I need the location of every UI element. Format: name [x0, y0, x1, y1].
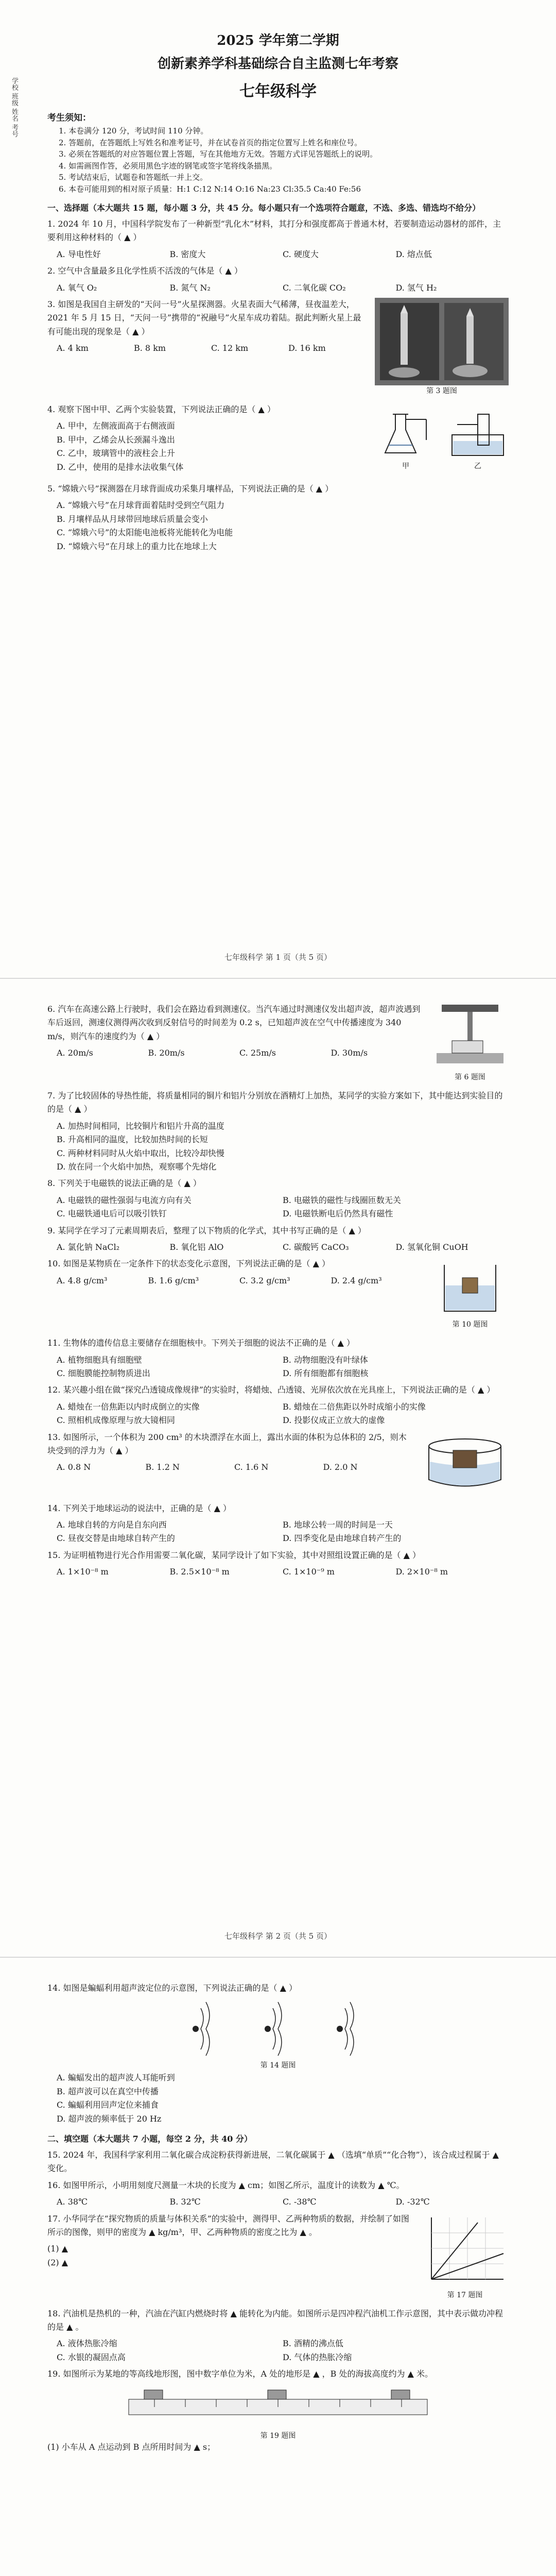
figure-b	[447, 404, 509, 471]
option: C. 电磁铁通电后可以吸引铁钉	[57, 1209, 167, 1219]
question-19-figure	[421, 2212, 509, 2300]
question-1: 1. 2024 年 10 月，中国科学院发布了一种新型“乳化木”材料，其打分和强度都高于普通木材，若要制造运动器材的部件，主要利用这种材料的（ ▲ ）	[47, 219, 501, 243]
option: C. 二氧化碳 CO₂	[283, 282, 346, 293]
bat-echolocation-figure	[170, 1998, 386, 2060]
option: C. 细胞膜能控制物质进出	[57, 1368, 150, 1379]
option: B. 超声波可以在真空中传播	[57, 2086, 159, 2096]
option: D. 氢氧化铜 CuOH	[395, 1242, 468, 1252]
question-10-figure	[431, 1257, 509, 1329]
option: A. 38℃	[57, 2197, 88, 2207]
option: A. 1×10⁻⁸ m	[57, 1567, 109, 1577]
question-4: 4. 观察下图中甲、乙两个实验装置，下列说法正确的是（ ▲ ）	[47, 404, 275, 414]
figure-caption: 第 3 题图	[426, 386, 457, 395]
option: B. 升高相同的温度，比较加热时间的长短	[57, 1134, 208, 1145]
option: B. 动物细胞没有叶绿体	[283, 1354, 368, 1365]
option: A. 氯化钠 NaCl₂	[57, 1242, 120, 1252]
option: A. 蜡烛在一倍焦距以内时成倒立的实像	[57, 1401, 200, 1412]
notice-item: 3. 必须在答题纸的对应答题位置上答题，写在其他地方无效。答题方式详见答题纸上的说明。	[59, 149, 378, 159]
answer-line: (2) ▲	[47, 2257, 68, 2267]
question-18: 16. 如图甲所示，小明用刻度尺测量一木块的长度为 ▲ cm；如图乙所示，温度计的读数为 ▲ ℃。	[47, 2180, 405, 2190]
notice-item: 2. 答题前，在答题纸上写姓名和准考证号，并在试卷首页的指定位置写上姓名和座位号。	[59, 138, 362, 147]
question-6: 6. 汽车在高速公路上行驶时，我们会在路边看到测速仪。当汽车通过时测速仪发出超声波，超声波遇到车后返回，测速仪测得两次收到反射信号的时间差为 0.2 s，已知超声波在空气中传播速度为 340 m/s，则汽车的速度约为（ ▲ ）	[47, 1004, 421, 1041]
option: A. 0.8 N	[57, 1462, 91, 1472]
question-3-figure	[375, 298, 509, 396]
option: D. 30m/s	[331, 1048, 368, 1058]
exam-term: 2025 学年第二学期	[217, 33, 339, 48]
question-20-options	[57, 2337, 509, 2364]
option: D. 所有细胞都有细胞核	[283, 1368, 369, 1379]
option: C. 照相机成像原理与放大镜相同	[57, 1415, 175, 1426]
option: C. -38℃	[283, 2197, 317, 2207]
question-13-options	[57, 1461, 412, 1474]
option: C. 3.2 g/cm³	[239, 1275, 290, 1285]
question-14-options	[57, 1518, 509, 1546]
option: A. 4 km	[57, 343, 89, 353]
option: B. 20m/s	[148, 1048, 185, 1058]
page-3	[0, 1958, 556, 2576]
option: B. 甲中，乙烯会从长颈漏斗逸出	[57, 434, 175, 445]
answer-line: (1) ▲	[47, 2244, 68, 2254]
option: A. 液体热胀冷缩	[57, 2338, 117, 2349]
option: C. 乙中，玻璃管中的液柱会上升	[57, 448, 175, 459]
figure-caption: 第 19 题图	[260, 2432, 296, 2441]
speed-camera-figure	[431, 999, 509, 1072]
option: A. 氧气 O₂	[57, 282, 97, 293]
option: A. 4.8 g/cm³	[57, 1275, 108, 1285]
option: D. 投影仪成正立放大的虚像	[283, 1415, 385, 1426]
exam-school: 创新素养学科基础综合自主监测七年考察	[157, 56, 398, 72]
option: A. 导电性好	[57, 249, 101, 259]
option: D. 乙中，使用的是排水法收集气体	[57, 462, 184, 472]
option: B. 氧化铝 AlO	[169, 1242, 224, 1252]
floating-block-figure	[421, 1431, 509, 1493]
option: A. 蝙蝠发出的超声波人耳能听到	[57, 2073, 175, 2083]
binding-line-label: 学校 班级 姓名 考号	[10, 77, 18, 138]
option: D. “嫦娥六号”在月球上的重力比在地球上大	[57, 541, 217, 551]
question-11: 11. 生物体的遗传信息主要储存在细胞核中。下列关于细胞的说法不正确的是（ ▲ ）	[47, 1338, 355, 1348]
option: B. 氮气 N₂	[169, 282, 211, 293]
question-20: 18. 汽油机是热机的一种，汽油在汽缸内燃烧时将 ▲ 能转化为内能。如图所示是四冲程汽油机工作示意图，其中表示做功冲程的是 ▲ 。	[47, 2308, 503, 2332]
question-21-figure	[47, 2384, 509, 2441]
option: D. 16 km	[288, 343, 326, 353]
option: D. 电磁铁断电后仍然具有磁性	[283, 1209, 393, 1219]
option: C. 1×10⁻⁹ m	[283, 1567, 335, 1577]
option: D. 氢气 H₂	[395, 282, 437, 293]
option: D. 放在同一个火焰中加热，观察哪个先熔化	[57, 1161, 217, 1172]
option: C. 水银的凝固点高	[57, 2352, 126, 2362]
option: A. 加热时间相同，比较铜片和铝片升高的温度	[57, 1121, 224, 1131]
question-13: 13. 如图所示，一个体积为 200 cm³ 的木块漂浮在水面上，露出水面的体积为总体积的 2/5，则木块受到的浮力为（ ▲ ）	[47, 1432, 407, 1456]
option: B. 蜡烛在二倍焦距以外时成缩小的实像	[283, 1401, 426, 1412]
notice-item: 4. 如需画图作答，必须用黑色字迹的钢笔或签字笔将线条描黑。	[59, 161, 277, 171]
question-17: 15. 2024 年，我国科学家利用二氧化碳合成淀粉获得新进展，二氧化碳属于 ▲ （选填“单质”“化合物”），该合成过程属于 ▲ 变化。	[47, 2149, 499, 2174]
option: D. 气体的热胀冷缩	[283, 2352, 352, 2362]
question-2: 2. 空气中含量最多且化学性质不活泼的气体是（ ▲ ）	[47, 266, 242, 276]
question-1-options	[57, 248, 509, 261]
question-6-figure	[431, 999, 509, 1082]
option: C. 蝙蝠利用回声定位来捕食	[57, 2100, 159, 2110]
option: B. 1.6 g/cm³	[148, 1275, 199, 1285]
question-4-options	[57, 419, 366, 474]
option: D. 2×10⁻⁸ m	[395, 1567, 448, 1577]
option: C. 25m/s	[239, 1048, 276, 1058]
question-9-options	[57, 1241, 509, 1254]
question-10-options	[57, 1274, 422, 1287]
option: C. 12 km	[211, 343, 249, 353]
figure-a	[375, 404, 437, 471]
question-5: 5. “嫦娥六号”探测器在月球背面成功采集月壤样品，下列说法正确的是（ ▲ ）	[47, 483, 334, 494]
option: B. 月壤样品从月球带回地球后质量会变小	[57, 514, 208, 524]
question-14: 14. 下列关于地球运动的说法中，正确的是（ ▲ ）	[47, 1503, 232, 1513]
page-1	[0, 0, 556, 979]
question-9: 9. 某同学在学习了元素周期表后，整理了以下物质的化学式，其中书写正确的是（ ▲ ）	[47, 1225, 366, 1235]
beaker-figure	[431, 1257, 509, 1319]
option: C. 1.6 N	[234, 1462, 269, 1472]
notice-item: 1. 本卷满分 120 分，考试时间 110 分钟。	[59, 126, 208, 135]
gas-collection-figure	[447, 404, 509, 461]
option: B. 密度大	[169, 249, 206, 259]
page-footer: 七年级科学 第 2 页（共 5 页）	[224, 1931, 332, 1941]
option: B. 1.2 N	[145, 1462, 180, 1472]
figure-label: 乙	[474, 462, 481, 470]
question-8: 8. 下列关于电磁铁的说法正确的是（ ▲ ）	[47, 1178, 201, 1189]
question-3: 3. 如图是我国自主研发的“天问一号”火星探测器。火星表面大气稀薄，昼夜温差大，2021 年 5 月 15 日，“天问一号”携带的“祝融号”火星车成功着陆。据此判断火星上最有可能出现的现象是（ ▲ ）	[47, 299, 361, 336]
option: D. 2.4 g/cm³	[331, 1275, 382, 1285]
rocket-photo-figure	[375, 298, 509, 385]
option: A. 甲中，左侧液面高于右侧液面	[57, 421, 175, 431]
flask-apparatus-figure	[375, 404, 437, 461]
option: B. 8 km	[134, 343, 166, 353]
option: C. “嫦娥六号”的太阳能电池板将光能转化为电能	[57, 528, 233, 538]
figure-label: 甲	[402, 462, 409, 470]
option: B. 地球公转一周的时间是一天	[283, 1520, 393, 1530]
option: A. “嫦娥六号”在月球背面着陆时受到空气阻力	[57, 500, 225, 511]
question-16-figure	[47, 1998, 509, 2070]
option: D. 四季变化是由地球自转产生的	[283, 1533, 402, 1544]
question-15: 15. 为证明植物进行光合作用需要二氧化碳，某同学设计了如下实验，其中对照组设置正确的是（ ▲ ）	[47, 1550, 421, 1560]
option: A. 植物细胞具有细胞壁	[57, 1354, 142, 1365]
question-12-options	[57, 1400, 509, 1428]
option: A. 电磁铁的磁性强弱与电流方向有关	[57, 1195, 192, 1205]
page-2	[0, 979, 556, 1958]
question-16: 14. 如图是蝙蝠利用超声波定位的示意图，下列说法正确的是（ ▲ ）	[47, 1983, 298, 1993]
figure-caption: 第 14 题图	[260, 2061, 296, 2070]
option: C. 两种材料同时从火焰中取出，比较冷却快慢	[57, 1148, 224, 1158]
mass-volume-graph-figure	[421, 2212, 509, 2290]
section-heading: 二、填空题（本大题共 7 小题，每空 2 分，共 40 分）	[47, 2133, 252, 2144]
notice-heading: 考生须知：	[47, 113, 91, 123]
option: B. 32℃	[169, 2197, 201, 2207]
question-4-figures	[375, 400, 509, 475]
question-5-options	[57, 499, 509, 553]
figure-caption: 第 17 题图	[447, 2291, 483, 2299]
option: B. 2.5×10⁻⁸ m	[169, 1567, 230, 1577]
page-footer: 七年级科学 第 1 页（共 5 页）	[224, 953, 332, 962]
notice-item: 6. 本卷可能用到的相对原子质量：H:1 C:12 N:14 O:16 Na:23 Cl:35.5 Ca:40 Fe:56	[59, 184, 361, 194]
figure-caption: 第 6 题图	[455, 1073, 485, 1081]
question-7-options	[57, 1120, 509, 1174]
option: C. 昼夜交替是由地球自转产生的	[57, 1533, 175, 1544]
option: C. 碳酸钙 CaCO₃	[283, 1242, 349, 1252]
question-3-options	[57, 342, 366, 355]
notice-item: 5. 考试结束后，试题卷和答题纸一并上交。	[59, 173, 208, 182]
question-19: 17. 小华同学在“探究物质的质量与体积关系”的实验中，测得甲、乙两种物质的数据，并绘制了如图所示的图像，则甲的密度为 ▲ kg/m³，甲、乙两种物质的密度之比为 ▲ 。	[47, 2213, 409, 2237]
question-13-figure	[421, 1431, 509, 1495]
option: A. 地球自转的方向是自东向西	[57, 1520, 167, 1530]
question-10: 10. 如图是某物质在一定条件下的状态变化示意图，下列说法正确的是（ ▲ ）	[47, 1259, 331, 1269]
question-2-options	[57, 281, 509, 295]
option: D. -32℃	[395, 2197, 430, 2207]
ruler-track-figure	[124, 2384, 432, 2430]
question-11-options	[57, 1353, 509, 1381]
option: D. 超声波的频率低于 20 Hz	[57, 2113, 162, 2124]
section-heading: 一、选择题（本大题共 15 题，每小题 3 分，共 45 分。每小题只有一个选项符合题意，不选、多选、错选均不给分）	[47, 203, 481, 213]
option: B. 酒精的沸点低	[283, 2338, 343, 2349]
option: D. 2.0 N	[323, 1462, 358, 1472]
figure-caption: 第 10 题图	[452, 1320, 488, 1329]
question-15-options	[57, 1565, 509, 1579]
question-8-options	[57, 1194, 509, 1221]
answer-line: (1) 小车从 A 点运动到 B 点所用时间为 ▲ s；	[47, 2442, 216, 2452]
exam-subject: 七年级科学	[239, 82, 317, 100]
option: D. 熔点低	[395, 249, 432, 259]
question-7: 7. 为了比较固体的导热性能，将质量相同的铜片和铝片分别放在酒精灯上加热，某同学的实验方案如下，其中能达到实验目的的是（ ▲ ）	[47, 1091, 503, 1114]
question-18-options	[57, 2195, 509, 2209]
option: B. 电磁铁的磁性与线圈匝数无关	[283, 1195, 401, 1205]
question-6-options	[57, 1046, 422, 1060]
option: A. 20m/s	[57, 1048, 93, 1058]
option: C. 硬度大	[283, 249, 319, 259]
question-16-options	[57, 2071, 509, 2126]
question-21: 19. 如图所示为某地的等高线地形图，图中数字单位为米，A 处的地形是 ▲ ，B 处的海拔高度约为 ▲ 米。	[47, 2369, 433, 2379]
question-12: 12. 某兴趣小组在做“探究凸透镜成像规律”的实验时，将蜡烛、凸透镜、光屏依次放在光具座上，下列说法正确的是（ ▲ ）	[47, 1385, 495, 1395]
